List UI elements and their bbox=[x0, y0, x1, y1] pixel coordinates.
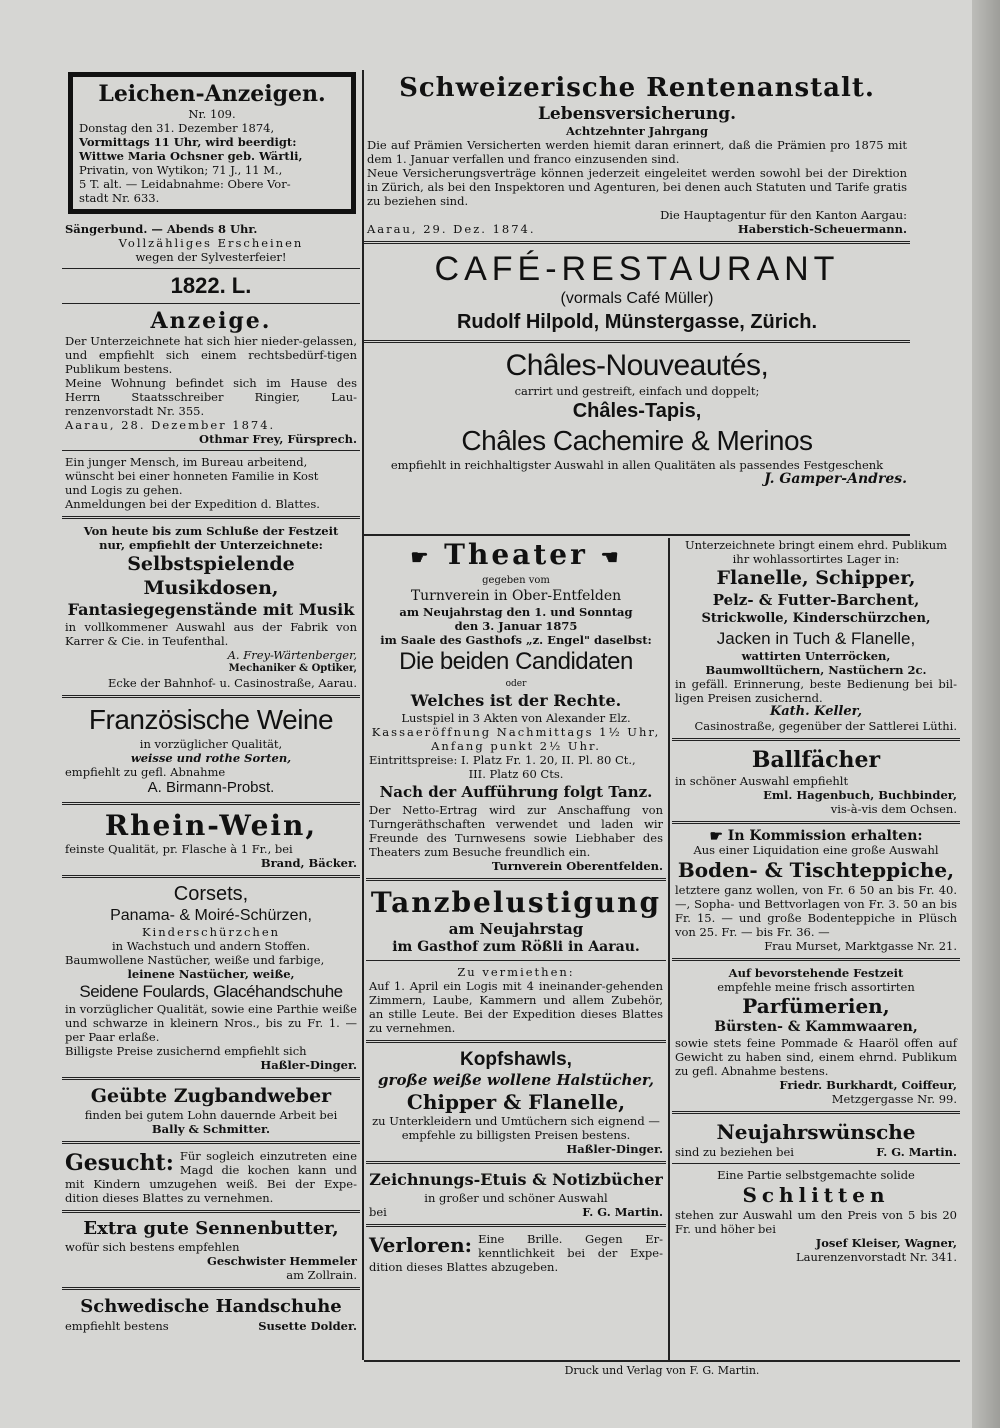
corsets-subtitle: Kinderschürzchen bbox=[141, 925, 281, 939]
corsets-ad bbox=[62, 881, 360, 1074]
theater-line: gegeben vom bbox=[482, 574, 550, 586]
theater-ad bbox=[366, 536, 666, 875]
etuis-signature: F. G. Martin. bbox=[582, 1204, 663, 1219]
theater-line: Eintrittspreise: I. Platz Fr. 1. 20, II. Pl. 80 Ct., bbox=[369, 752, 636, 767]
verloren-body: Eine Brille. Gegen Er-kenntlichkeit bei der Expe-dition dieses Blattes abzugeben. bbox=[369, 1231, 663, 1274]
butter-title: Extra gute Sennenbutter, bbox=[83, 1218, 339, 1239]
corsets-line: leinene Nastücher, weiße, bbox=[127, 967, 295, 981]
tanz-title: Tanzbelustigung bbox=[370, 885, 662, 919]
rentenanstalt-date: Aarau, 29. Dez. 1874. bbox=[367, 222, 536, 236]
keller-signature: Kath. Keller, bbox=[769, 704, 863, 719]
parfuemerien-title: Parfümerien, bbox=[742, 994, 890, 1018]
handschuhe-ad bbox=[62, 1293, 360, 1335]
keller-line: ihr wohlassortirtes Lager in: bbox=[732, 552, 900, 566]
death-notice-line: Privatin, von Wytikon; 71 J., 11 M., bbox=[79, 163, 283, 177]
schlitten-address: Laurenzenvorstadt Nr. 341. bbox=[795, 1250, 957, 1264]
footer-imprint: Druck und Verlag von F. G. Martin. bbox=[564, 1364, 760, 1377]
keller-title: Strickwolle, Kinderschürzchen, bbox=[701, 611, 931, 626]
theater-title: Theater bbox=[444, 538, 588, 571]
teppiche-signature: Frau Murset, Marktgasse Nr. 21. bbox=[764, 939, 957, 953]
anzeige-date: Aarau, 28. Dezember 1874. bbox=[65, 418, 276, 432]
parfuemerien-signature: Friedr. Burkhardt, Coiffeur, bbox=[779, 1078, 957, 1092]
rhein-signature: Brand, Bäcker. bbox=[260, 856, 357, 870]
tanz-line: am Neujahrstag bbox=[448, 919, 584, 938]
chales-subtitle: Châles-Tapis, bbox=[572, 400, 702, 422]
schlitten-body: stehen zur Auswahl um den Preis von 5 bis 20 Fr. und höher bei bbox=[675, 1208, 957, 1236]
theater-body: Der Netto-Ertrag wird zur Anschaffung von Turngeräthschaften verwendet und laden wir Freunde des Turnwesens sowie Liebhaber des Theaters zum Besuche freundlich ein. bbox=[369, 802, 663, 859]
cafe-ad bbox=[364, 247, 910, 337]
etuis-line: in großer und schöner Auswahl bbox=[424, 1190, 608, 1205]
mensch-line: wünscht bei einer honneten Familie in Kost bbox=[65, 469, 319, 483]
right-subcolumn bbox=[672, 536, 960, 1266]
corsets-title: Corsets, bbox=[173, 883, 249, 905]
death-notice-time: Vormittags 11 Uhr, wird beerdigt: bbox=[79, 135, 297, 149]
etuis-ad bbox=[366, 1167, 666, 1221]
teppiche-header: In Kommission erhalten: bbox=[727, 828, 923, 844]
butter-address: am Zollrain. bbox=[286, 1268, 357, 1282]
death-notice-title: Leichen-Anzeigen. bbox=[98, 81, 326, 107]
vermiethen-body: Auf 1. April ein Logis mit 4 ineinander-gehenden Zimmern, Laube, Kammern und allem Zubehör, an stille Leute. Bei der Expedition dieses Blattes zu vernehmen. bbox=[369, 978, 663, 1035]
death-notice-line: stadt Nr. 633. bbox=[79, 191, 160, 205]
saengerbund-line: wegen der Sylvesterfeier! bbox=[135, 250, 287, 264]
theater-line: III. Platz 60 Cts. bbox=[468, 766, 564, 781]
butter-ad bbox=[62, 1216, 360, 1284]
pointing-hand-icon: ☚ bbox=[600, 544, 622, 569]
weber-title: Geübte Zugbandweber bbox=[90, 1085, 332, 1107]
code-number: 1822. L. bbox=[170, 273, 252, 298]
rentenanstalt-subtitle: Achtzehnter Jahrgang bbox=[565, 124, 709, 138]
musikdosen-ad bbox=[62, 522, 360, 692]
theater-line: am Neujahrstag den 1. und Sonntag bbox=[399, 604, 633, 619]
corsets-subtitle: Seidene Foulards, Glacéhandschuhe bbox=[79, 982, 343, 1001]
death-notice-date: Donstag den 31. Dezember 1874, bbox=[79, 121, 275, 135]
verloren-ad bbox=[366, 1230, 666, 1276]
kopfshawls-signature: Haßler-Dinger. bbox=[566, 1141, 663, 1156]
chales-signature: J. Gamper-Andres. bbox=[764, 471, 907, 487]
rentenanstalt-body: Neue Versicherungsverträge können jederzeit eingeleitet werden sowohl bei der Direktion in Zürich, als bei den Inspektoren und Agenturen, bei denen auch Statuten und Tarife gratis zu beziehen sind. bbox=[367, 166, 907, 208]
ballfaecher-line: in schöner Auswahl empfiehlt bbox=[675, 774, 849, 788]
rentenanstalt-signature: Haberstich-Scheuermann. bbox=[737, 222, 907, 236]
butter-line: wofür sich bestens empfehlen bbox=[65, 1240, 240, 1254]
middle-column bbox=[366, 536, 666, 1276]
rhein-title: Rhein-Wein, bbox=[104, 809, 318, 842]
butter-signature: Geschwister Hemmeler bbox=[207, 1254, 357, 1268]
keller-title: Pelz- & Futter-Barchent, bbox=[712, 591, 920, 609]
neujahr-title: Neujahrswünsche bbox=[716, 1120, 916, 1144]
weine-line: in vorzüglicher Qualität, bbox=[139, 737, 283, 751]
parfuemerien-line: Auf bevorstehende Festzeit bbox=[728, 966, 904, 980]
parfuemerien-address: Metzgergasse Nr. 99. bbox=[831, 1092, 957, 1106]
anzeige-title: Anzeige. bbox=[150, 308, 272, 334]
gesucht-body: Für sogleich einzutreten eine Magd die kochen kann und mit Kindern umzugehen weiß. Bei der Expe-dition dieses Blattes zu vernehmen. bbox=[65, 1149, 357, 1205]
teppiche-ad bbox=[672, 827, 960, 955]
ballfaecher-address: vis-à-vis dem Ochsen. bbox=[830, 802, 957, 816]
death-notice-nr: Nr. 109. bbox=[188, 107, 236, 121]
musikdosen-signature: A. Frey-Wärtenberger, bbox=[227, 648, 357, 662]
parfuemerien-body: sowie stets feine Pommade & Haaröl offen auf Gewicht zu haben sind, einem ehrnd. Publikum zu gefl. Abnahme bestens. bbox=[675, 1036, 957, 1078]
rentenanstalt-subtitle: Lebensversicherung. bbox=[537, 104, 737, 124]
cafe-owner: Rudolf Hilpold, Münstergasse, Zürich. bbox=[456, 311, 818, 333]
corsets-line: Baumwollene Nastücher, weiße und farbige, bbox=[65, 953, 325, 967]
handschuhe-signature: Susette Dolder. bbox=[258, 1319, 357, 1333]
anzeige-body: Der Unterzeichnete hat sich hier nieder-gelassen, und empfiehlt sich einem rechtsbedürf-tigen Publikum bestens. bbox=[65, 334, 357, 376]
schlitten-title: Schlitten bbox=[742, 1183, 890, 1207]
neujahr-line: sind zu beziehen bei bbox=[675, 1145, 794, 1159]
death-notice-line: 5 T. alt. — Leidabnahme: Obere Vor- bbox=[79, 177, 291, 191]
musikdosen-signature: Mechaniker & Optiker, bbox=[228, 663, 357, 674]
kopfshawls-subtitle: große weiße wollene Halstücher, bbox=[378, 1070, 654, 1089]
cafe-title: CAFÉ-RESTAURANT bbox=[434, 250, 840, 288]
musikdosen-line: Von heute bis zum Schluße der Festzeit bbox=[83, 524, 339, 538]
schlitten-signature: Josef Kleiser, Wagner, bbox=[815, 1236, 957, 1250]
chales-line: empfiehlt in reichhaltigster Auswahl in allen Qualitäten als passendes Festgeschenk bbox=[390, 458, 884, 472]
keller-address: Casinostraße, gegenüber der Sattlerei Lüthi. bbox=[694, 719, 957, 733]
keller-line: Unterzeichnete bringt einem ehrd. Publikum bbox=[684, 538, 948, 552]
gesucht-ad bbox=[62, 1147, 360, 1207]
death-notice-box bbox=[68, 72, 356, 214]
weine-title: Französische Weine bbox=[88, 704, 334, 735]
ballfaecher-title: Ballfächer bbox=[751, 747, 881, 773]
corsets-body: in vorzüglicher Qualität, sowie eine Parthie weiße und schwarze in kleinern Nros., bis zu Fr. 1. — per Paar erlaße. bbox=[65, 1002, 357, 1044]
weber-ad bbox=[62, 1083, 360, 1138]
theater-line: den 3. Januar 1875 bbox=[454, 618, 578, 633]
neujahr-signature: F. G. Martin. bbox=[876, 1145, 957, 1159]
pointing-hand-icon: ☛ bbox=[709, 827, 723, 845]
rentenanstalt-ad bbox=[364, 70, 910, 238]
tanz-line: im Gasthof zum Rößli in Aarau. bbox=[392, 938, 640, 955]
musikdosen-address: Ecke der Bahnhof- u. Casinostraße, Aarau. bbox=[108, 676, 357, 690]
mensch-line: Ein junger Mensch, im Bureau arbeitend, bbox=[65, 455, 308, 469]
corsets-signature: Haßler-Dinger. bbox=[260, 1058, 357, 1072]
verloren-title: Verloren: bbox=[369, 1232, 473, 1257]
right-column bbox=[364, 70, 910, 488]
teppiche-body: letztere ganz wollen, von Fr. 6 50 an bis Fr. 40. —, Sopha- und Bettvorlagen von Fr. 3. 50 an bis Fr. 15. — und große Bodenteppiche in Plüsch von 25. Fr. — bis Fr. 36. — bbox=[675, 883, 957, 939]
parfuemerien-subtitle: Bürsten- & Kammwaaren, bbox=[714, 1019, 918, 1035]
handschuhe-title: Schwedische Handschuhe bbox=[80, 1296, 342, 1317]
keller-line: Baumwolltüchern, Nastüchern 2c. bbox=[705, 663, 927, 677]
mensch-line: Anmeldungen bei der Expedition d. Blattes. bbox=[65, 497, 320, 511]
corsets-line: in Wachstuch und andern Stoffen. bbox=[112, 939, 310, 953]
weber-signature: Bally & Schmitter. bbox=[151, 1122, 271, 1136]
keller-line: wattirten Unterröcken, bbox=[741, 649, 891, 663]
rhein-ad bbox=[62, 808, 360, 872]
chales-line: carrirt und gestreift, einfach und doppelt; bbox=[514, 384, 760, 398]
weine-line: empfiehlt zu gefl. Abnahme bbox=[65, 765, 226, 779]
mensch-ad bbox=[62, 453, 360, 513]
etuis-title: Zeichnungs-Etuis & Notizbücher bbox=[369, 1169, 663, 1189]
kopfshawls-line: empfehle zu billigsten Preisen bestens. bbox=[401, 1127, 631, 1142]
rentenanstalt-title: Schweizerische Rentenanstalt. bbox=[399, 73, 875, 103]
chales-subtitle: Châles Cachemire & Merinos bbox=[461, 425, 813, 456]
gesucht-title: Gesucht: bbox=[65, 1150, 174, 1176]
footer-rule bbox=[364, 1360, 960, 1362]
theater-play-subtitle: Welches ist der Rechte. bbox=[410, 690, 622, 710]
rentenanstalt-body: Die auf Prämien Versicherten werden hiemit daran erinnert, daß die Prämien pro 1875 mit dem 1. Januar verfallen und franco einzusenden sind. bbox=[367, 138, 907, 166]
musikdosen-line: nur, empfiehlt der Unterzeichnete: bbox=[99, 538, 323, 552]
theater-line: im Saale des Gasthofs „z. Engel" daselbst: bbox=[380, 632, 652, 647]
left-column bbox=[62, 70, 360, 1335]
saengerbund-line: Vollzähliges Erscheinen bbox=[118, 236, 304, 250]
anzeige-signature: Othmar Frey, Fürsprech. bbox=[199, 432, 357, 446]
kopfshawls-ad bbox=[366, 1046, 666, 1158]
neujahr-ad bbox=[672, 1117, 960, 1161]
theater-line: Kassaeröffnung Nachmittags 1½ Uhr, bbox=[371, 724, 661, 739]
parfuemerien-ad bbox=[672, 964, 960, 1108]
handschuhe-line: empfiehlt bestens bbox=[65, 1319, 169, 1333]
theater-line: Nach der Aufführung folgt Tanz. bbox=[379, 782, 653, 801]
saengerbund-line: Sängerbund. — Abends 8 Uhr. bbox=[65, 222, 258, 236]
etuis-line: bei bbox=[369, 1204, 387, 1219]
teppiche-title: Boden- & Tischteppiche, bbox=[677, 858, 955, 882]
kopfshawls-line: zu Unterkleidern und Umtüchern sich eignend — bbox=[372, 1113, 660, 1128]
musikdosen-body: in vollkommener Auswahl aus der Fabrik von Karrer & Cie. in Teufenthal. bbox=[65, 620, 357, 648]
ballfaecher-signature: Eml. Hagenbuch, Buchbinder, bbox=[763, 788, 957, 802]
weber-line: finden bei gutem Lohn dauernde Arbeit bei bbox=[84, 1108, 338, 1122]
theater-line: oder bbox=[505, 678, 527, 689]
corsets-line: Billigste Preise zusichernd empfiehlt sich bbox=[65, 1044, 307, 1058]
keller-title: Jacken in Tuch & Flanelle, bbox=[716, 629, 916, 648]
musikdosen-title: Selbstspielende Musikdosen, bbox=[127, 553, 295, 599]
column-divider bbox=[668, 538, 670, 1360]
musikdosen-subtitle: Fantasiegegenstände mit Musik bbox=[67, 600, 355, 619]
vermiethen-ad bbox=[366, 963, 666, 1037]
theater-play-title: Die beiden Candidaten bbox=[399, 647, 633, 675]
kopfshawls-subtitle: Chipper & Flanelle, bbox=[406, 1089, 626, 1114]
kopfshawls-title: Kopfshawls, bbox=[460, 1048, 572, 1070]
cafe-subtitle: (vormals Café Müller) bbox=[560, 290, 714, 307]
weine-ad bbox=[62, 701, 360, 799]
schlitten-ad bbox=[672, 1166, 960, 1266]
keller-ad bbox=[672, 536, 960, 735]
teppiche-line: Aus einer Liquidation eine große Auswahl bbox=[693, 843, 939, 857]
weine-line: weisse und rothe Sorten, bbox=[130, 751, 292, 765]
tanz-ad bbox=[366, 884, 666, 958]
anzeige-ad bbox=[62, 306, 360, 448]
mensch-line: und Logis zu gehen. bbox=[65, 483, 183, 497]
saengerbund-ad bbox=[62, 220, 360, 266]
keller-title: Flanelle, Schipper, bbox=[716, 567, 916, 589]
weine-signature: A. Birmann-Probst. bbox=[147, 779, 275, 796]
death-notice-line: Wittwe Maria Ochsner geb. Wärtli, bbox=[79, 149, 303, 163]
theater-line: Lustspiel in 3 Akten von Alexander Elz. bbox=[401, 710, 631, 725]
ballfaecher-ad bbox=[672, 744, 960, 818]
theater-line: Turnverein in Ober-Entfelden bbox=[410, 587, 622, 604]
anzeige-body: Meine Wohnung befindet sich im Hause des Herrn Staatsschreiber Ringier, Lau-renzenvorstadt Nr. 355. bbox=[65, 376, 357, 418]
keller-body: in gefäll. Erinnerung, beste Bedienung bei bil-ligen Preisen zusichernd. bbox=[675, 677, 957, 705]
rhein-line: feinste Qualität, pr. Flasche à 1 Fr., bei bbox=[65, 842, 293, 856]
pointing-hand-icon: ☛ bbox=[410, 544, 432, 569]
rentenanstalt-agent: Die Hauptagentur für den Kanton Aargau: bbox=[660, 208, 907, 222]
theater-line: Anfang punkt 2½ Uhr. bbox=[431, 738, 601, 753]
chales-title: Châles-Nouveautés, bbox=[505, 349, 769, 382]
vermiethen-title: Zu vermiethen: bbox=[457, 964, 575, 979]
corsets-subtitle: Panama- & Moiré-Schürzen, bbox=[110, 907, 312, 924]
page-edge bbox=[972, 0, 1000, 1428]
chales-ad bbox=[364, 346, 910, 488]
parfuemerien-line: empfehle meine frisch assortirten bbox=[717, 980, 915, 994]
theater-signature: Turnverein Oberentfelden. bbox=[491, 858, 663, 873]
schlitten-line: Eine Partie selbstgemachte solide bbox=[717, 1168, 915, 1182]
